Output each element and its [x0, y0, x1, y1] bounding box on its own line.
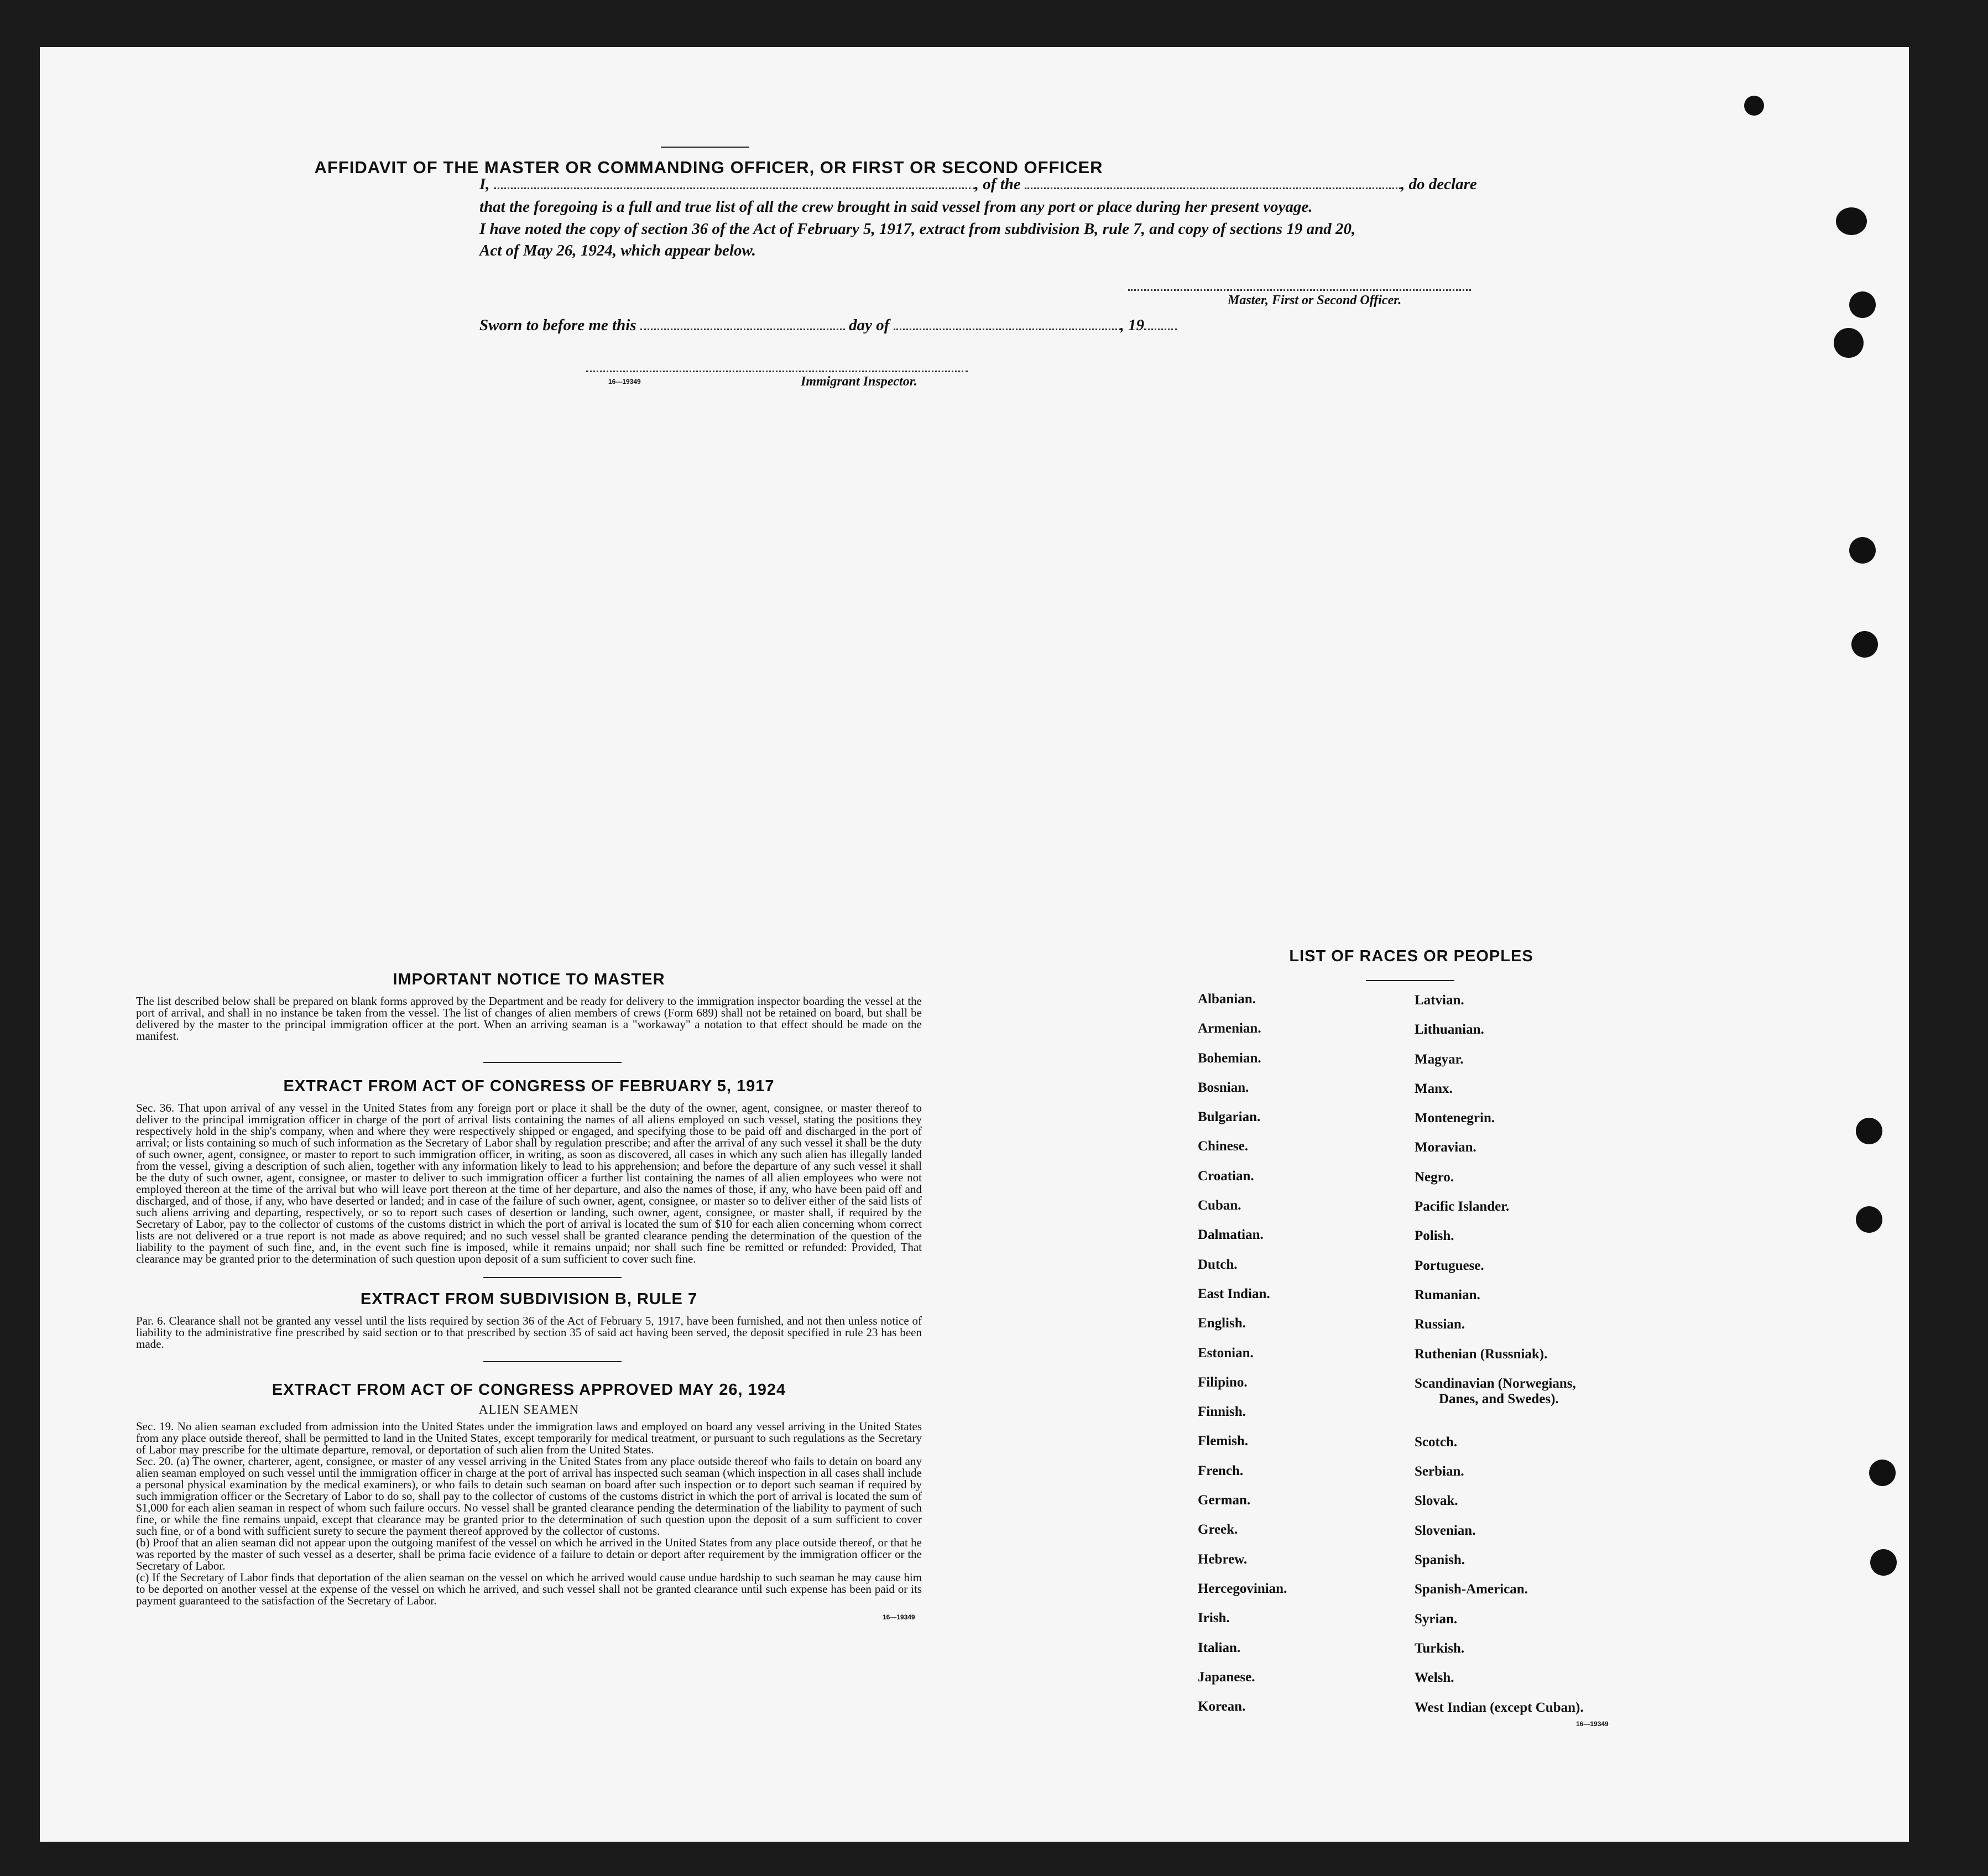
- race-item: Bohemian.: [1198, 1050, 1261, 1066]
- sworn-line: [479, 316, 1309, 335]
- race-item: Moravian.: [1415, 1140, 1476, 1155]
- affidavit-form-number: 16—19349: [608, 378, 641, 385]
- race-item: Albanian.: [1198, 992, 1256, 1007]
- affidavit-title: AFFIDAVIT OF THE MASTER OR COMMANDING OFFICER, OR FIRST OR SECOND OFFICER: [314, 158, 1103, 177]
- race-item: German.: [1198, 1493, 1251, 1508]
- race-item: Filipino.: [1198, 1374, 1248, 1390]
- extract-1917-body: Sec. 36. That upon arrival of any vessel in the United States from any foreign port or place it shall be the duty of the owner, agent, consignee, or master thereof to deliver to the principal immigration officer in charge of the port of arrival lists containing the names of all aliens employed on such vessel, stating the positions they respectively hold in the ship's company, when and where they were respectively shipped or engaged, and specifying those to be paid off and discharged in the port of arrival; or lists containing so much of such information as the Secretary of Labor shall by regulation prescribe; and after the arrival of any such vessel it shall be the duty of such owner, agent, consignee, or master to report to such immigration officer, in writing, as soon as discovered, all cases in which any such alien has illegally landed from the vessel, giving a description of such alien, together with any information likely to lead to his apprehension; and before the departure of any such vessel it shall be the duty of such owner, agent, consignee, or master to deliver to such immigration officer a further list containing the names of all alien employees who were not employed thereon at the time of the arrival but who will leave port thereon at the time of her departure, and also the names of those, if any, who have been paid off and discharged, and of those, if any, who have deserted or landed; and in case of the failure of such owner, agent, consignee, or master so to deliver either of the said lists of such aliens arriving and departing, respectively, or so to report such cases of desertion or landing, such owner, agent, consignee, or master shall, if required by the Secretary of Labor, pay to the collector of customs of the customs district in which the port of arrival is located the sum of $10 for each alien concerning whom correct lists are not delivered or a true report is not made as above required; and no such vessel shall be granted clearance pending the determination of the question of the liability to the payment of such fine, and, in the event such fine is imposed, while it remains unpaid; nor shall such fine be remitted or refunded: Provided, That clearance may be granted prior to the determination of such question upon deposit of a sum sufficient to cover such fine.: [136, 1101, 922, 1265]
- race-item: Dutch.: [1198, 1257, 1238, 1272]
- sworn-day-field[interactable]: [640, 329, 845, 330]
- sec-20a-body: Sec. 20. (a) The owner, charterer, agent, consignee, or master of any vessel arriving in the United States from any place outside thereof who fails to detain on board any alien seaman employed on such vessel until the immigration officer in charge at the port of arrival has inspected such seaman (which inspection in all cases shall include a personal physical examination by the medical examiners), or who fails to detain such seaman on board after such inspection or to deport such seaman if required by such immigration officer or the Secretary of Labor to do so, shall pay to the collector of customs of the customs district in which the port of arrival is located the sum of $1,000 for each alien seaman in respect of whom such failure occurs. No vessel shall be granted clearance pending the determination of the liability to payment of such fine, or while the fine remains unpaid, except that clearance may be granted prior to the determination of such question upon the deposit of a sum sufficient to cover such fine, or of a bond with sufficient surety to secure the payment thereof approved by the collector of customs.: [136, 1455, 922, 1538]
- race-item: Korean.: [1198, 1699, 1246, 1715]
- race-item: Ruthenian (Russniak).: [1415, 1346, 1548, 1362]
- day-of-label: day of: [849, 316, 890, 334]
- race-item: East Indian.: [1198, 1286, 1270, 1301]
- races-form-number: 16—19349: [1576, 1720, 1609, 1728]
- race-item: Russian.: [1415, 1317, 1465, 1332]
- notice-body: The list described below shall be prepared on blank forms approved by the Department and be ready for delivery to the immigration inspector boarding the vessel at the port of arrival, and shall in no instance be taken from the vessel. The list of changes of alien members of crews (Form 689) shall not be retained on board, but shall be delivered by the master to the principal immigration officer at the port. When an arriving seaman is a "workaway" a notation to that effect should be made on the manifest.: [136, 994, 922, 1043]
- race-item: Syrian.: [1415, 1611, 1458, 1627]
- punch-hole: [1744, 96, 1764, 116]
- race-item: Turkish.: [1415, 1640, 1465, 1656]
- affidavit-line-2: that the foregoing is a full and true list of all the crew brought in said vessel from any port or place during her present voyage.: [479, 198, 1313, 216]
- affidavit-declare: , do declare: [1401, 175, 1477, 193]
- race-item: Negro.: [1415, 1169, 1454, 1185]
- race-item: Armenian.: [1198, 1021, 1261, 1036]
- alien-seamen-subtitle: ALIEN SEAMEN: [478, 1403, 580, 1416]
- race-item: Scandinavian (Norwegians,: [1415, 1375, 1576, 1391]
- subdivision-body: Par. 6. Clearance shall not be granted any vessel until the lists required by section 36 of the Act of February 5, 1917, have been furnished, and not then unless notice of liability to the administrative fine prescribed by said section or to that prescribed by section 35 of said act having been served, the deposit specified in rule 23 has been made.: [136, 1314, 922, 1351]
- year-label: , 19: [1120, 316, 1145, 334]
- name-field[interactable]: [494, 187, 975, 189]
- races-title: LIST OF RACES OR PEOPLES: [1289, 947, 1533, 965]
- race-item: Estonian.: [1198, 1345, 1254, 1361]
- race-item: Cuban.: [1198, 1198, 1241, 1213]
- race-item: Croatian.: [1198, 1168, 1254, 1184]
- race-item: Magyar.: [1415, 1051, 1464, 1067]
- race-item: Danes, and Swedes).: [1439, 1391, 1559, 1406]
- divider: [483, 1361, 622, 1362]
- punch-hole: [1851, 631, 1878, 658]
- race-item: Welsh.: [1415, 1670, 1454, 1686]
- race-item: Slovak.: [1415, 1493, 1458, 1509]
- sworn-year-field[interactable]: [1144, 329, 1177, 330]
- race-item: Portuguese.: [1415, 1258, 1484, 1273]
- punch-hole: [1856, 1118, 1882, 1144]
- race-item: Dalmatian.: [1198, 1227, 1264, 1243]
- races-right-list: [1415, 993, 1680, 1729]
- race-item: West Indian (except Cuban).: [1415, 1700, 1584, 1715]
- affidavit-line-3: I have noted the copy of section 36 of the Act of February 5, 1917, extract from subdivision B, rule 7, and copy of sections 19 and 20,: [479, 220, 1356, 238]
- race-item: Polish.: [1415, 1228, 1454, 1244]
- race-item: Slovenian.: [1415, 1523, 1476, 1538]
- race-item: Finnish.: [1198, 1404, 1246, 1420]
- punch-hole: [1849, 291, 1876, 318]
- notice-title: IMPORTANT NOTICE TO MASTER: [393, 971, 665, 988]
- affidavit-of-the: , of the: [974, 175, 1021, 193]
- race-item: Greek.: [1198, 1522, 1238, 1538]
- affidavit-line-4: Act of May 26, 1924, which appear below.: [479, 242, 756, 259]
- race-item: Latvian.: [1415, 993, 1464, 1008]
- inspector-caption: Immigrant Inspector.: [801, 374, 917, 389]
- race-item: English.: [1198, 1316, 1246, 1331]
- extract-1917-title: EXTRACT FROM ACT OF CONGRESS OF FEBRUARY 5, 1917: [283, 1077, 775, 1095]
- race-item: Lithuanian.: [1415, 1022, 1484, 1038]
- form-page: [40, 47, 1909, 1842]
- race-item: Italian.: [1198, 1640, 1241, 1655]
- race-item: Scotch.: [1415, 1434, 1458, 1450]
- punch-hole: [1869, 1460, 1896, 1486]
- title-underline: [661, 147, 749, 148]
- race-item: Serbian.: [1415, 1464, 1464, 1479]
- divider: [483, 1277, 622, 1278]
- extract-form-number: 16—19349: [883, 1613, 915, 1621]
- master-signature-line[interactable]: [1128, 289, 1471, 291]
- race-item: Hercegovinian.: [1198, 1581, 1287, 1596]
- race-item: Manx.: [1415, 1081, 1453, 1096]
- race-item: French.: [1198, 1463, 1244, 1478]
- race-item: Bosnian.: [1198, 1080, 1249, 1095]
- affidavit-i: I,: [479, 175, 490, 193]
- races-left-list: [1198, 992, 1380, 1728]
- races-title-underline: [1366, 980, 1454, 981]
- race-item: Pacific Islander.: [1415, 1199, 1510, 1215]
- extract-1924-title: EXTRACT FROM ACT OF CONGRESS APPROVED MAY 26, 1924: [272, 1381, 786, 1399]
- race-item: Hebrew.: [1198, 1551, 1248, 1567]
- punch-hole: [1849, 537, 1876, 564]
- race-item: Spanish.: [1415, 1552, 1465, 1568]
- punch-hole: [1856, 1206, 1882, 1233]
- punch-hole: [1836, 207, 1867, 235]
- race-item: Spanish-American.: [1415, 1582, 1528, 1597]
- race-item: Chinese.: [1198, 1139, 1248, 1154]
- race-item: Irish.: [1198, 1611, 1230, 1626]
- sec-20b-body: (b) Proof that an alien seaman did not appear upon the outgoing manifest of the vessel on which he arrived in the United States from any place outside thereof, or that he was reported by the master of such vessel as a deserter, shall be prima facie evidence of a failure to detain or deport after requirement by the immigration officer or the Secretary of Labor.: [136, 1536, 922, 1572]
- sworn-month-field[interactable]: [894, 329, 1120, 330]
- sec-19-body: Sec. 19. No alien seaman excluded from admission into the United States under the immigration laws and employed on board any vessel arriving in the United States from any place outside thereof, shall be permitted to land in the United States, except temporarily for medical treatment, or pursuant to such regulations as the Secretary of Labor may prescribe for the ultimate departure, removal, or deportation of such alien from the United States.: [136, 1420, 922, 1456]
- sec-20c-body: (c) If the Secretary of Labor finds that deportation of the alien seaman on the vessel on which he arrived would cause undue hardship to such seaman he may cause him to be deported on another vessel at the expense of the vessel on which he arrived, and such vessel shall not be granted clearance until such expense has been paid or its payment guaranteed to the satisfaction of the Secretary of Labor.: [136, 1571, 922, 1607]
- punch-hole: [1834, 328, 1864, 358]
- master-caption: Master, First or Second Officer.: [1228, 293, 1402, 308]
- race-item: Rumanian.: [1415, 1287, 1480, 1302]
- sworn-label: Sworn to before me this: [479, 316, 636, 334]
- notices-column: [91, 971, 967, 1621]
- vessel-field[interactable]: [1025, 187, 1401, 189]
- race-item: Flemish.: [1198, 1434, 1248, 1449]
- race-item: Bulgarian.: [1198, 1109, 1261, 1125]
- inspector-signature-line[interactable]: [586, 371, 968, 372]
- subdivision-title: EXTRACT FROM SUBDIVISION B, RULE 7: [360, 1290, 698, 1308]
- divider: [483, 1062, 622, 1063]
- affidavit-line-1: [479, 175, 1563, 194]
- race-item: Japanese.: [1198, 1669, 1255, 1685]
- punch-hole: [1870, 1549, 1897, 1576]
- race-item: Montenegrin.: [1415, 1111, 1495, 1126]
